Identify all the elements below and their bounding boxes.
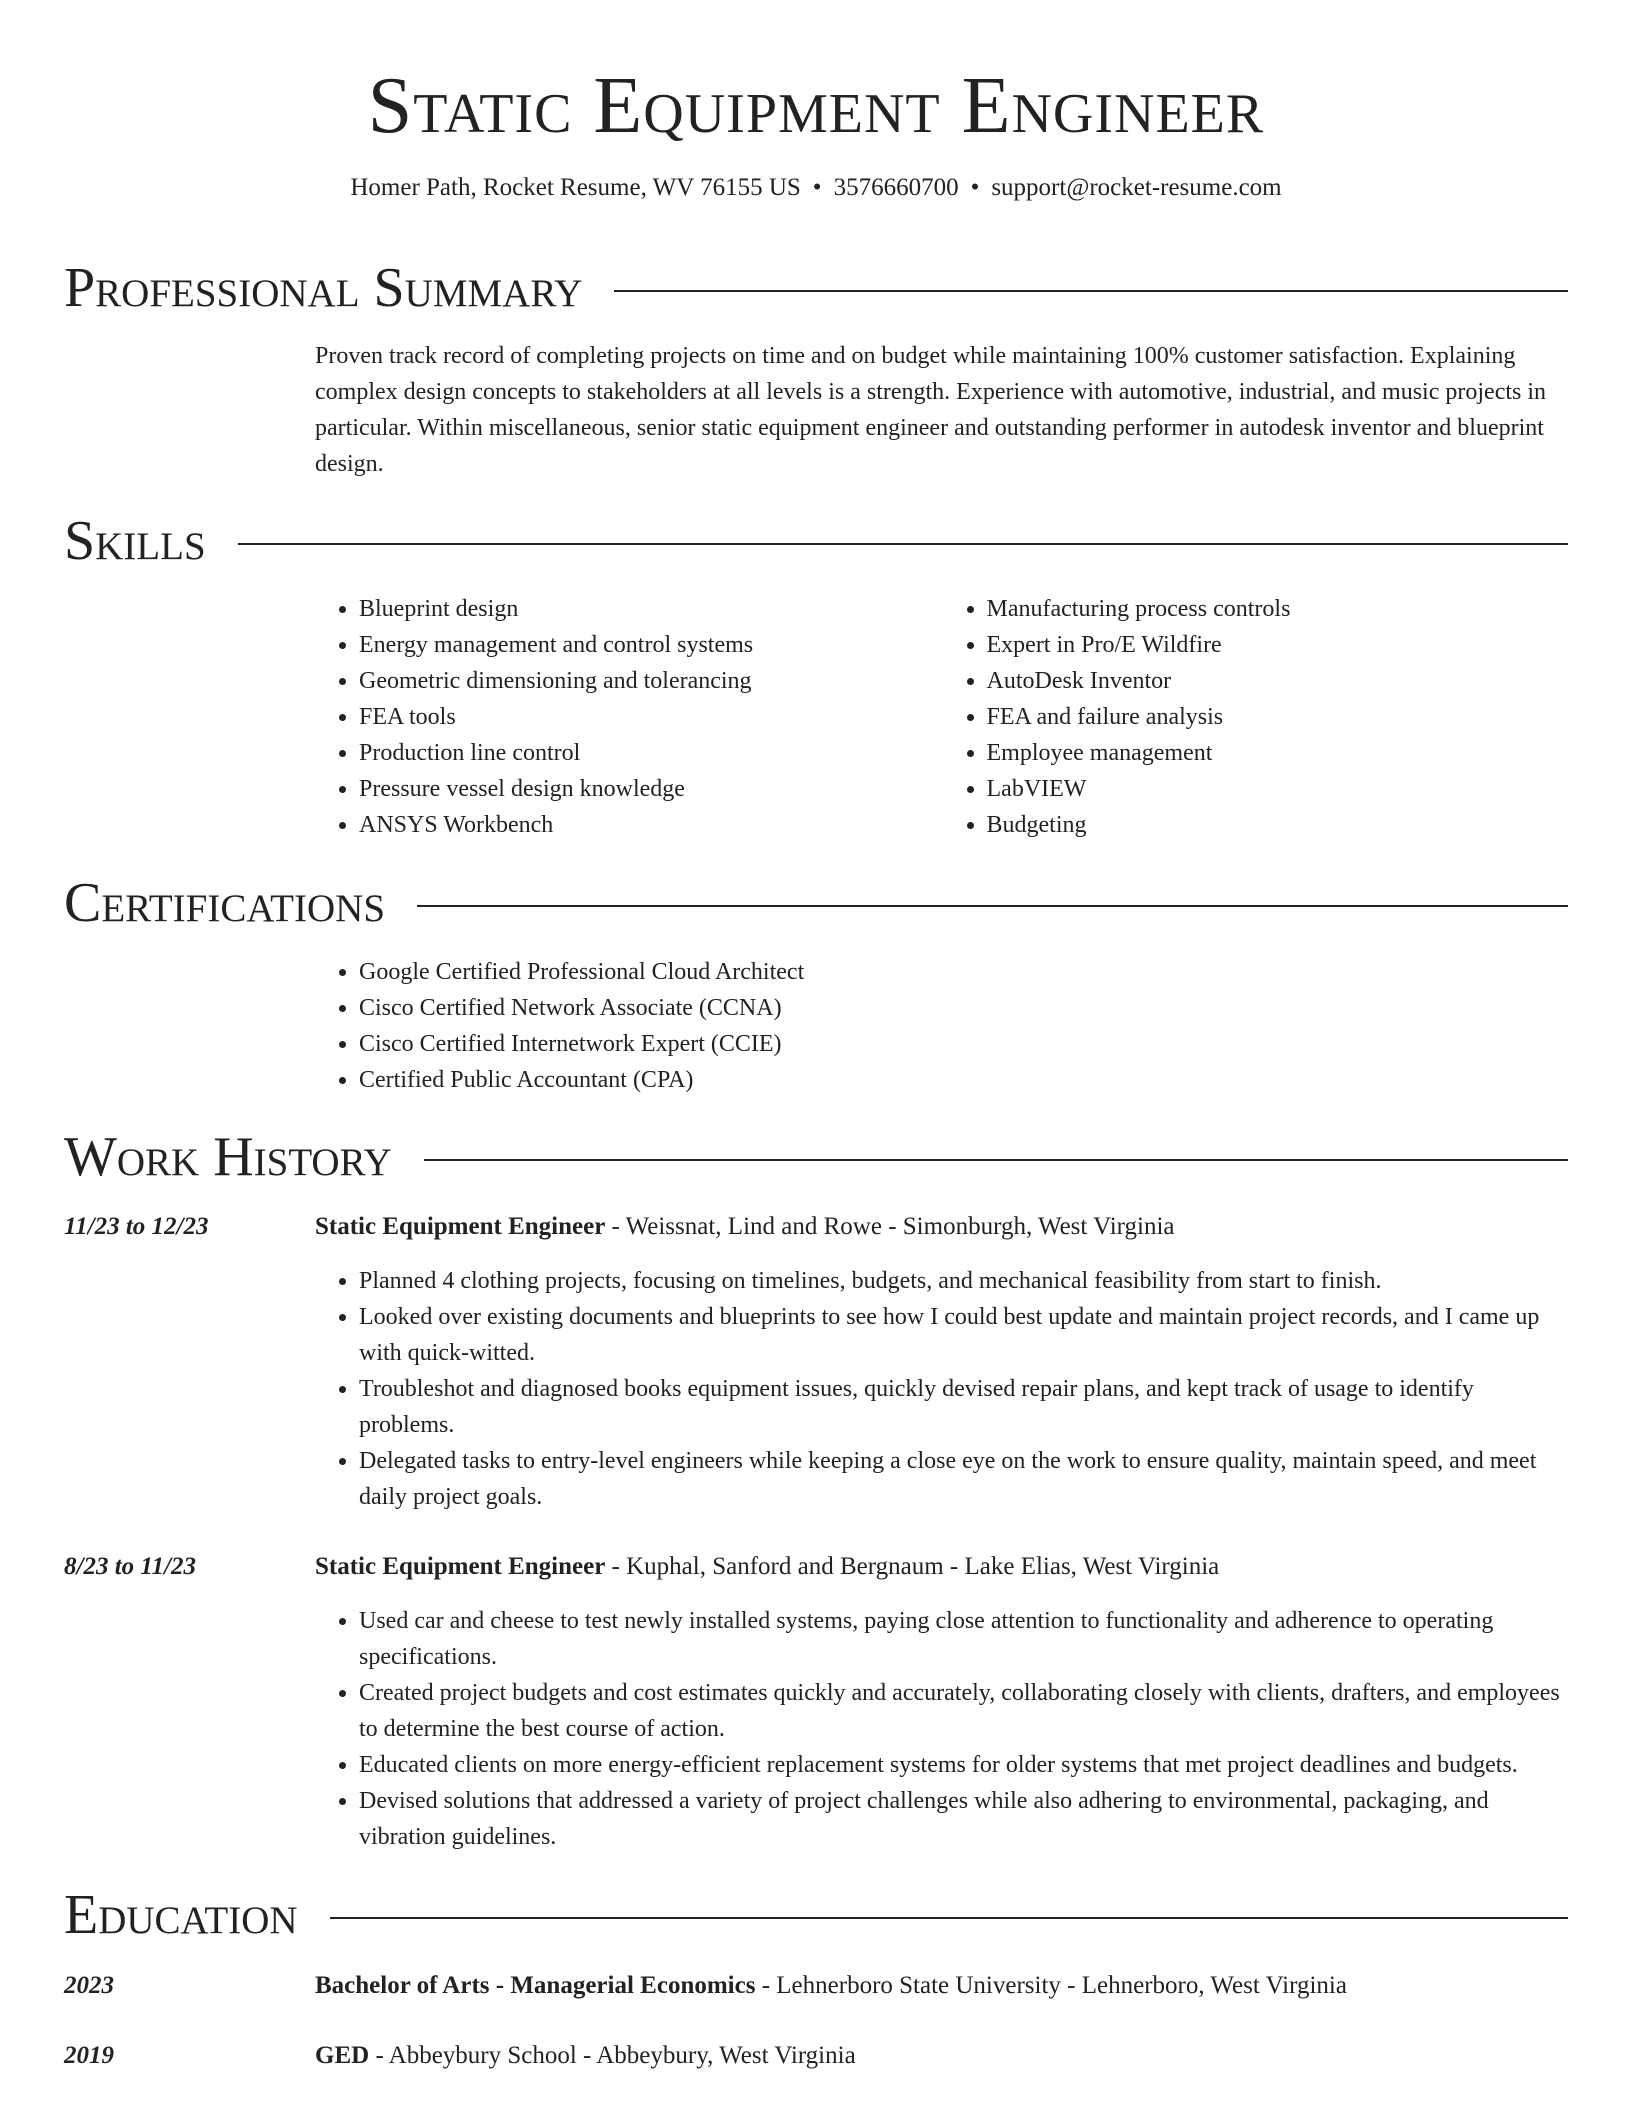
skill-item: • Blueprint design (359, 591, 943, 627)
skill-item: • ANSYS Workbench (359, 807, 943, 843)
skills-section-title: Skills (64, 510, 206, 572)
work-bullet: • Looked over existing documents and blueprints to see how I could best update and maintain project records, and I came up with quick-witted. (359, 1299, 1570, 1371)
degree-title: GED (315, 2042, 370, 2069)
skills-column-left (315, 591, 943, 843)
certifications-section-header (64, 873, 1568, 933)
skill-item: • Budgeting (987, 807, 1571, 843)
candidate-name: Static Equipment Engineer (367, 62, 1265, 150)
work-bullets (315, 1263, 1570, 1515)
work-bullets (315, 1603, 1570, 1855)
certification-item: • Certified Public Accountant (CPA) (359, 1062, 1570, 1098)
section-divider (614, 290, 1568, 292)
skill-item: • AutoDesk Inventor (987, 663, 1571, 699)
education-year: 2023 (64, 1972, 114, 1999)
work-dates: 8/23 to 11/23 (64, 1553, 196, 1580)
contact-address: Homer Path, Rocket Resume, WV 76155 US (350, 174, 801, 201)
education-heading (315, 1968, 1570, 2004)
summary-section-title: Professional Summary (64, 257, 583, 319)
skills-column-right (943, 591, 1571, 843)
work-bullet: • Created project budgets and cost estimates quickly and accurately, collaborating closely with clients, drafters, and employees to determine the best course of action. (359, 1675, 1570, 1747)
skill-item: • Geometric dimensioning and tolerancing (359, 663, 943, 699)
work-bullet: • Educated clients on more energy-efficient replacement systems for older systems that met project deadlines and budgets. (359, 1747, 1570, 1783)
certifications-section-title: Certifications (64, 872, 386, 934)
certification-item: • Google Certified Professional Cloud Architect (359, 954, 1570, 990)
work-bullet: • Delegated tasks to entry-level engineers while keeping a close eye on the work to ensure quality, maintain speed, and meet daily project goals. (359, 1443, 1570, 1515)
work-heading (315, 1209, 1570, 1245)
contact-separator: • (812, 174, 822, 201)
degree-title: Bachelor of Arts - Managerial Economics (315, 1972, 756, 1999)
skills-list (315, 591, 1570, 843)
work-bullet: • Used car and cheese to test newly installed systems, paying close attention to functionality and adherence to operating specifications. (359, 1603, 1570, 1675)
education-section-title: Education (64, 1884, 298, 1946)
contact-separator: • (970, 174, 980, 201)
certifications-list (315, 954, 1570, 1098)
certification-item: • Cisco Certified Network Associate (CCNA) (359, 990, 1570, 1026)
skill-item: • FEA and failure analysis (987, 699, 1571, 735)
education-section-header (64, 1885, 1568, 1945)
job-title: Static Equipment Engineer (315, 1213, 606, 1240)
section-divider (330, 1917, 1568, 1919)
school-details: - Lehnerboro State University - Lehnerboro, West Virginia (755, 1972, 1347, 1999)
education-year: 2019 (64, 2042, 114, 2069)
contact-email: support@rocket-resume.com (991, 174, 1282, 201)
contact-line (0, 172, 1632, 204)
summary-text: Proven track record of completing projects on time and on budget while maintaining 100% customer satisfaction. Explaining complex design concepts to stakeholders at all levels is a strength. Experience with automotive, industrial, and music projects in particular. Within miscellaneous, senior static equipment engineer and outstanding performer in autodesk inventor and blueprint design. (315, 343, 1547, 477)
work-bullet: • Troubleshot and diagnosed books equipment issues, quickly devised repair plans, and kept track of usage to identify problems. (359, 1371, 1570, 1443)
work-bullet: • Devised solutions that addressed a variety of project challenges while also adhering to environmental, packaging, and vibration guidelines. (359, 1783, 1570, 1855)
work-section-header (64, 1127, 1568, 1187)
skill-item: • FEA tools (359, 699, 943, 735)
summary-block (315, 338, 1570, 482)
job-employer: - Kuphal, Sanford and Bergnaum - Lake Elias, West Virginia (605, 1553, 1220, 1580)
section-divider (417, 905, 1568, 907)
skill-item: • Pressure vessel design knowledge (359, 771, 943, 807)
job-employer: - Weissnat, Lind and Rowe - Simonburgh, West Virginia (605, 1213, 1175, 1240)
work-heading (315, 1549, 1570, 1585)
certification-item: • Cisco Certified Internetwork Expert (CCIE) (359, 1026, 1570, 1062)
skill-item: • Expert in Pro/E Wildfire (987, 627, 1571, 663)
skill-item: • Employee management (987, 735, 1571, 771)
skill-item: • Production line control (359, 735, 943, 771)
work-section-title: Work History (64, 1126, 392, 1188)
section-divider (238, 543, 1568, 545)
skills-section-header (64, 511, 1568, 571)
contact-phone: 3576660700 (833, 174, 959, 201)
work-dates: 11/23 to 12/23 (64, 1213, 209, 1240)
school-details: - Abbeybury School - Abbeybury, West Virginia (369, 2042, 856, 2069)
summary-section-header (64, 258, 1568, 318)
work-bullet: • Planned 4 clothing projects, focusing on timelines, budgets, and mechanical feasibility from start to finish. (359, 1263, 1570, 1299)
section-divider (424, 1159, 1568, 1161)
job-title: Static Equipment Engineer (315, 1553, 606, 1580)
skill-item: • LabVIEW (987, 771, 1571, 807)
skill-item: • Manufacturing process controls (987, 591, 1571, 627)
certifications-block (315, 954, 1570, 1098)
skill-item: • Energy management and control systems (359, 627, 943, 663)
education-heading (315, 2038, 1570, 2074)
